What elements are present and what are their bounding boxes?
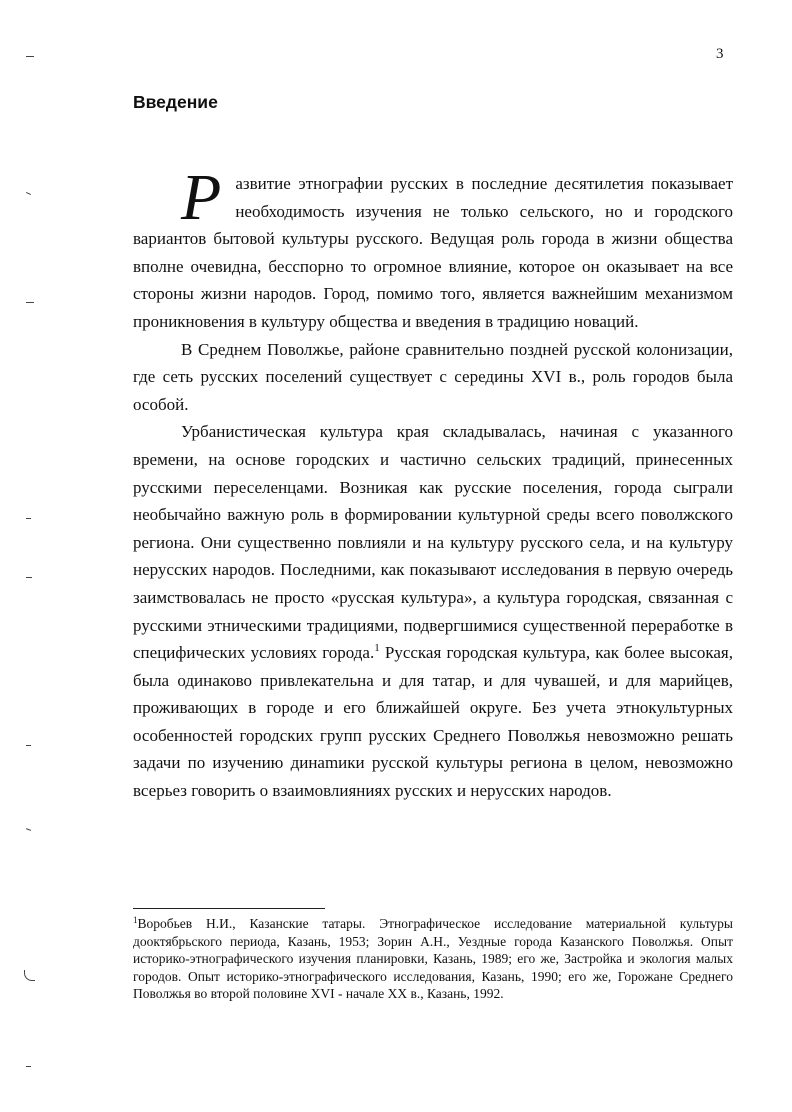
- margin-mark: [26, 518, 31, 519]
- paragraph-3-text-b: Русская городская культура, как более высокая, была одинаково привлекательна и для татар, и для чувашей, и для марийцев, проживающих в городе и его ближайшей округе. Без учета этнокультурных особенностей городских групп русских Среднего Поволжья невозможно решать задачи по изучению динаmики русской культуры региона в целом, невозможно всерьез говорить о взаимовлияниях русских и нерусских народов.: [133, 643, 733, 801]
- footnote-mark: 1: [133, 915, 138, 925]
- margin-mark: [26, 745, 31, 746]
- margin-mark: [26, 577, 32, 578]
- paragraph-1-text: азвитие этнографии русских в последние десятилетия показывает необходимость изучения не только сельского, но и городского вариантов бытовой культуры русского. Ведущая роль города в жизни общества вполне очевидна, бесспорно то огромное влияние, которое он оказывает на все стороны жизни народов. Город, помимо того, является важнейшим механизмом проникновения в культуру общества и введения в традицию новаций.: [133, 174, 733, 331]
- body-text: [133, 161, 733, 805]
- paragraph-3: [133, 418, 733, 804]
- margin-mark: [26, 828, 31, 831]
- drop-cap-letter: Р: [181, 161, 222, 234]
- footnote-reference: 1: [374, 642, 380, 655]
- margin-mark: [26, 192, 31, 195]
- margin-mark: [26, 56, 34, 57]
- footnote: [133, 915, 733, 1003]
- paragraph-3-text-a: Урбанистическая культура края складывалась, начиная с указанного времени, на основе городских и частично сельских традиций, принесенных русскими переселенцами. Возникая как русские поселения, города сыграли необычайно важную роль в формировании культурной среды всего поволжского региона. Они существенно повлияли и на культуру русского села, и на культуру нерусских народов. Последними, как показывают исследования в первую очередь заимствовалась не просто «русская культура», а культура городская, связанная с русскими этническими традициями, подвергшимися существенной переработке в специфических условиях города.: [133, 422, 733, 663]
- page-number: 3: [716, 46, 724, 62]
- margin-mark: [26, 302, 34, 303]
- paragraph-2: В Среднем Поволжье, районе сравнительно поздней русской колонизации, где сеть русских поселений существует с середины XVI в., роль городов была особой.: [133, 339, 733, 414]
- margin-mark: [24, 970, 35, 981]
- paragraph-1: [133, 161, 733, 336]
- footnote-text: Воробьев Н.И., Казанские татары. Этнографическое исследование материальной культуры дооктябрьского периода, Казань, 1953; Зорин А.Н., Уездные города Казанского Поволжья. Опыт историко-этнографического изучения планировки, Казань, 1989; его же, Застройка и экология малых городов. Опыт историко-этнографического исследования, Казань, 1990; его же, Горожане Среднего Поволжья во второй половине XVI - начале XX в., Казань, 1992.: [133, 916, 733, 1001]
- margin-mark: [26, 1066, 31, 1067]
- section-heading: Введение: [133, 92, 218, 112]
- footnote-separator: [133, 908, 325, 909]
